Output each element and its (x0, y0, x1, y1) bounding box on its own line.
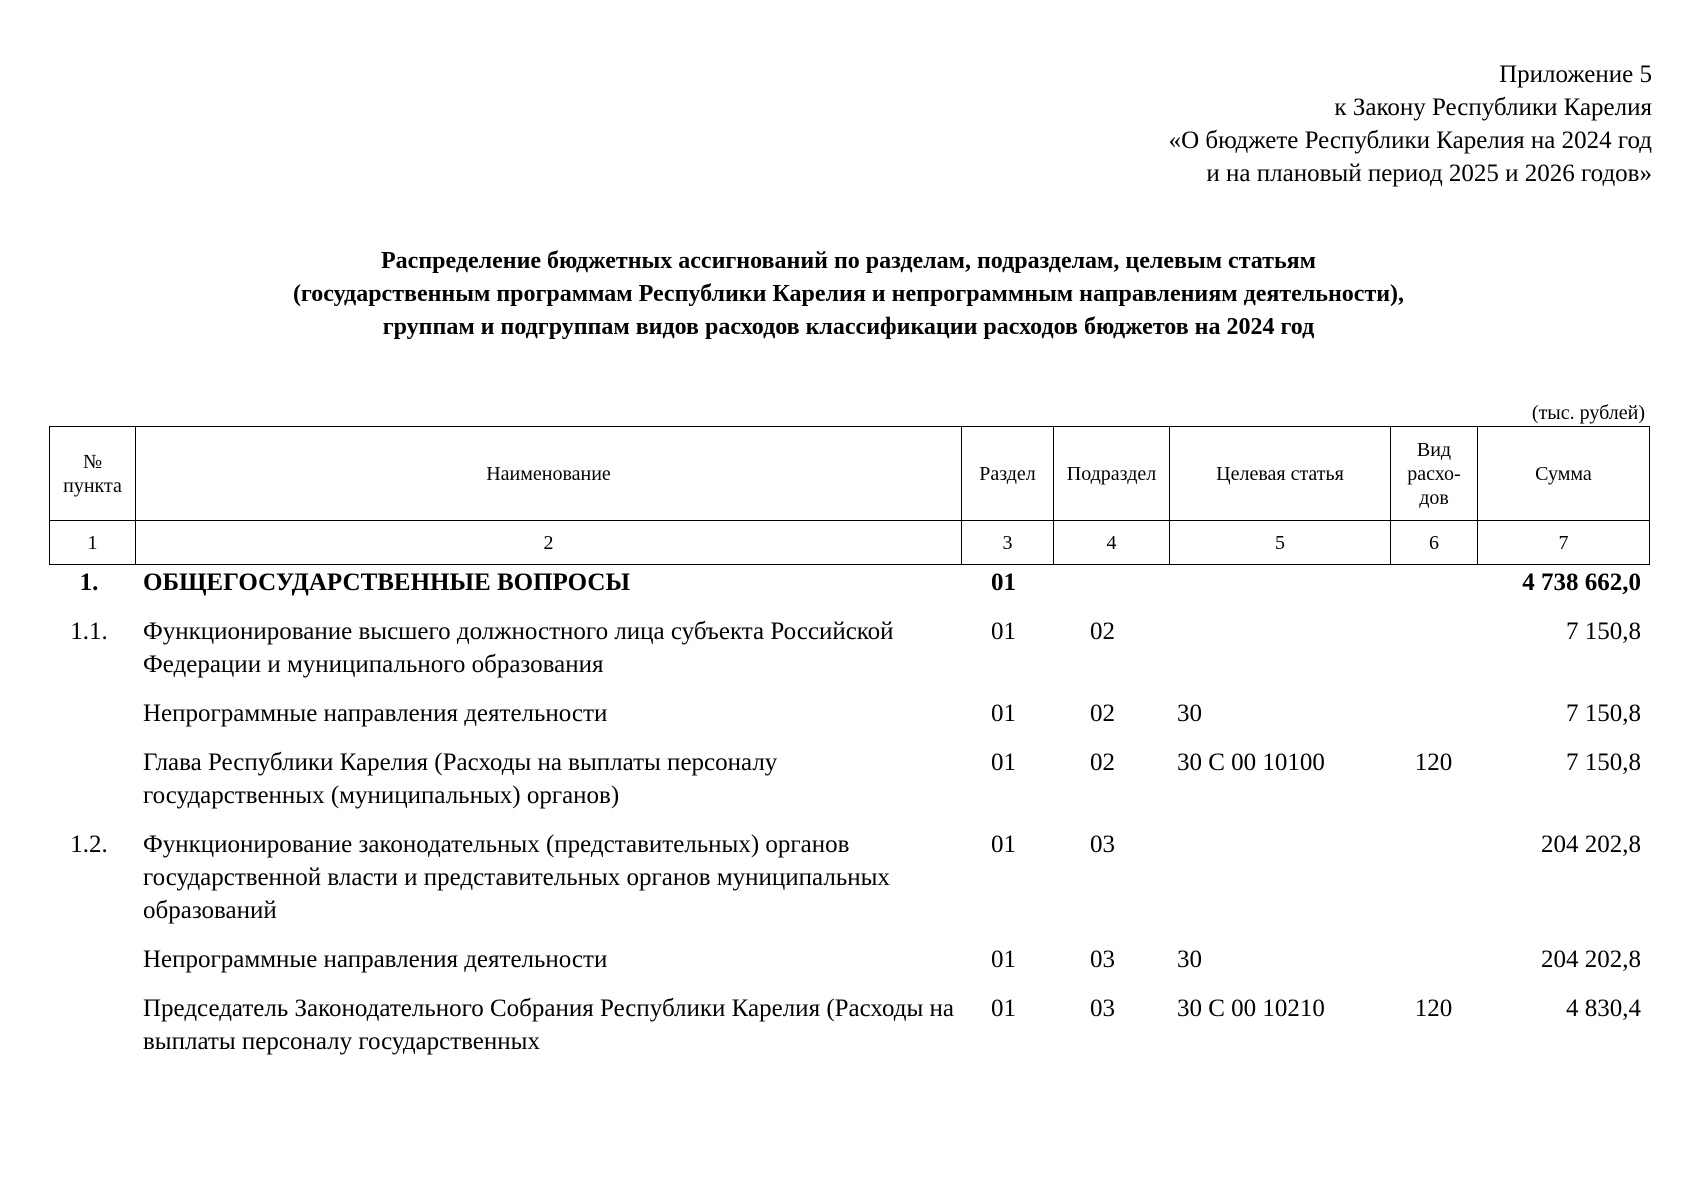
table-row (49, 828, 1649, 943)
row-num (49, 992, 135, 1058)
row-subsection: 02 (1090, 700, 1115, 727)
col-number: 2 (136, 521, 962, 565)
table-row (49, 615, 1649, 697)
header-num: № пункта (50, 427, 136, 521)
row-sum: 204 202,8 (1541, 946, 1641, 973)
col-number: 4 (1054, 521, 1170, 565)
header-target: Целевая статья (1170, 427, 1391, 521)
row-section: 01 (991, 700, 1016, 727)
row-subsection: 03 (1090, 831, 1115, 858)
document-title (0, 245, 1697, 344)
row-section: 01 (991, 749, 1016, 776)
row-sum: 204 202,8 (1541, 831, 1641, 858)
table-row (49, 697, 1649, 746)
row-name: Функционирование законодательных (представительных) органов государственной власти и представительных органов муниципальных образований (143, 831, 890, 924)
row-name: Непрограммные направления деятельности (143, 946, 608, 973)
header-kind: Вид расхо- дов (1391, 427, 1478, 521)
title-line-3: группам и подгруппам видов расходов классификации расходов бюджетов на 2024 год (382, 314, 1315, 340)
row-num: 1.2. (70, 831, 108, 858)
title-line-1: Распределение бюджетных ассигнований по разделам, подразделам, целевым статьям (381, 248, 1316, 274)
row-num (49, 697, 135, 746)
row-section: 01 (991, 995, 1016, 1022)
col-number: 6 (1391, 521, 1478, 565)
table-row (49, 943, 1649, 992)
title-line-2: (государственным программам Республики Карелия и непрограммным направлениям деятельности), (292, 281, 1405, 307)
row-kind (1390, 943, 1477, 992)
header-name: Наименование (136, 427, 962, 521)
row-subsection: 02 (1090, 749, 1115, 776)
row-section: 01 (991, 569, 1016, 596)
row-target: 30 (1177, 946, 1202, 973)
row-num: 1.1. (70, 618, 108, 645)
row-name: Функционирование высшего должностного лица субъекта Российской Федерации и муниципального образования (143, 618, 894, 678)
row-kind (1390, 828, 1477, 943)
table-header (49, 426, 1650, 565)
row-section: 01 (991, 946, 1016, 973)
row-kind: 120 (1414, 749, 1453, 776)
annex-line-2: к Закону Республики Карелия (1334, 94, 1652, 121)
row-target (1169, 566, 1390, 615)
header-sum: Сумма (1478, 427, 1650, 521)
row-kind: 120 (1414, 995, 1453, 1022)
col-number: 1 (50, 521, 136, 565)
row-sum: 7 150,8 (1566, 700, 1641, 727)
row-num: 1. (79, 569, 99, 596)
row-target: 30 С 00 10100 (1177, 749, 1325, 776)
header-section: Раздел (962, 427, 1054, 521)
table-row (49, 746, 1649, 828)
budget-table (49, 566, 1649, 1058)
col-number: 3 (962, 521, 1054, 565)
row-subsection: 02 (1090, 618, 1115, 645)
units-label: (тыс. рублей) (1531, 402, 1645, 424)
row-name: ОБЩЕГОСУДАРСТВЕННЫЕ ВОПРОСЫ (143, 569, 630, 596)
row-name: Непрограммные направления деятельности (143, 700, 608, 727)
annex-header (1169, 58, 1652, 190)
row-section: 01 (991, 831, 1016, 858)
header-subsection: Подраздел (1054, 427, 1170, 521)
table-row (49, 992, 1649, 1058)
row-target: 30 С 00 10210 (1177, 995, 1325, 1022)
row-name: Глава Республики Карелия (Расходы на выплаты персоналу государственных (муниципальных) органов) (143, 749, 778, 809)
row-subsection: 03 (1090, 946, 1115, 973)
row-sum: 4 738 662,0 (1522, 569, 1641, 596)
row-sum: 7 150,8 (1566, 618, 1641, 645)
annex-line-4: и на плановый период 2025 и 2026 годов» (1206, 160, 1652, 187)
annex-line-3: «О бюджете Республики Карелия на 2024 год (1168, 127, 1652, 154)
row-target (1169, 828, 1390, 943)
row-kind (1390, 615, 1477, 697)
row-target: 30 (1177, 700, 1202, 727)
row-kind (1390, 566, 1477, 615)
row-target (1169, 615, 1390, 697)
row-name: Председатель Законодательного Собрания Республики Карелия (Расходы на выплаты персоналу государственных (143, 995, 954, 1055)
row-num (49, 746, 135, 828)
row-sum: 7 150,8 (1566, 749, 1641, 776)
row-subsection: 03 (1090, 995, 1115, 1022)
row-sum: 4 830,4 (1566, 995, 1641, 1022)
col-number: 7 (1478, 521, 1650, 565)
table-row (49, 566, 1649, 615)
row-section: 01 (991, 618, 1016, 645)
annex-line-1: Приложение 5 (1499, 61, 1652, 88)
col-number: 5 (1170, 521, 1391, 565)
row-kind (1390, 697, 1477, 746)
row-num (49, 943, 135, 992)
row-subsection (1053, 566, 1169, 615)
